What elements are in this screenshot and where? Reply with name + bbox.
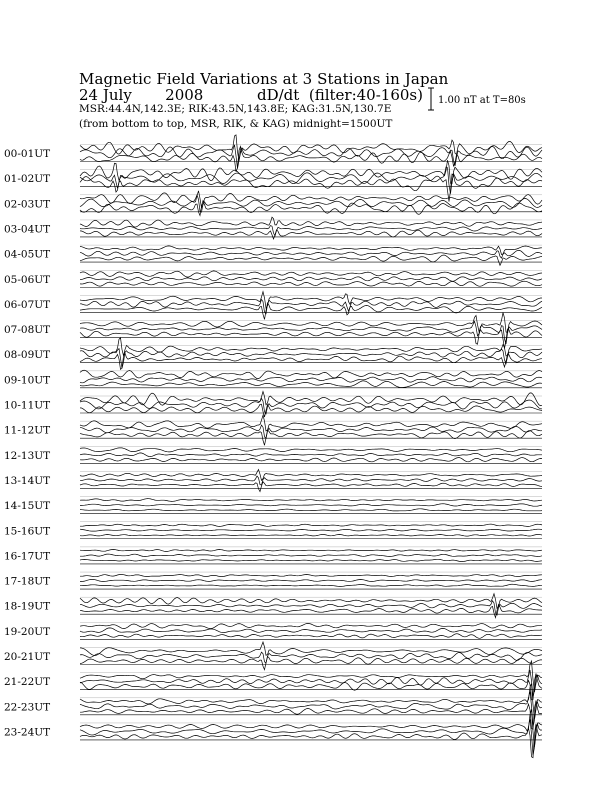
row-label: 17-18UT <box>4 575 51 588</box>
waveform-trace-msr <box>80 499 542 502</box>
row-label: 20-21UT <box>4 651 51 663</box>
waveform-trace-msr <box>80 271 542 277</box>
waveform-trace-rik <box>80 652 542 663</box>
waveform-trace-kag <box>80 634 542 639</box>
row-label: 08-09UT <box>4 349 51 362</box>
waveform-trace-msr <box>80 415 542 431</box>
waveform-trace-rik <box>80 453 542 457</box>
waveform-trace-rik <box>80 277 542 281</box>
waveform-trace-kag <box>80 534 542 536</box>
row-label: 03-04UT <box>4 223 51 236</box>
row-label: 07-08UT <box>4 324 51 337</box>
waveform-trace-msr <box>80 642 542 656</box>
waveform-trace-kag <box>80 146 542 171</box>
waveform-trace-rik <box>80 529 542 531</box>
waveform-trace-kag <box>80 509 542 511</box>
waveform-trace-rik <box>80 579 542 581</box>
row-label: 02-03UT <box>4 198 51 211</box>
waveform-trace-msr <box>80 246 542 255</box>
row-label: 11-12UT <box>4 424 51 437</box>
waveform-trace-msr <box>80 135 542 161</box>
scale-label: 1.00 nT at T=80s <box>438 95 526 106</box>
waveform-trace-msr <box>80 594 542 609</box>
waveform-trace-msr <box>80 574 542 576</box>
row-label: 06-07UT <box>4 298 51 311</box>
waveform-trace-msr <box>80 623 542 628</box>
waveform-trace-kag <box>80 404 542 417</box>
row-label: 13-14UT <box>4 474 51 487</box>
waveform-trace-rik <box>80 504 542 507</box>
waveform-trace-msr <box>80 370 542 378</box>
waveform-trace-kag <box>80 559 542 561</box>
row-label: 00-01UT <box>4 148 51 160</box>
quantity-label: dD/dt <box>257 86 300 104</box>
filter-label: (filter:40-160s) <box>308 86 423 104</box>
row-label: 23-24UT <box>4 726 51 739</box>
waveform-trace-rik <box>80 692 542 727</box>
row-label: 16-17UT <box>4 550 51 563</box>
station-order-note: (from bottom to top, MSR, RIK, & KAG) <box>79 118 290 130</box>
waveform-trace-kag <box>80 255 542 265</box>
row-label: 21-22UT <box>4 676 51 689</box>
waveform-trace-kag <box>80 482 542 492</box>
waveform-trace-rik <box>80 250 542 258</box>
waveform-trace-kag <box>80 724 542 758</box>
midnight-note: midnight=1500UT <box>293 118 393 130</box>
waveform-trace-rik <box>80 628 542 633</box>
row-label: 09-10UT <box>4 374 51 387</box>
row-label: 18-19UT <box>4 600 51 613</box>
stations-info: MSR:44.4N,142.3E; RIK:43.5N,143.8E; KAG:31.5N,130.7E <box>79 103 392 115</box>
waveform-trace-kag <box>80 381 542 388</box>
waveform-trace-kag <box>80 656 542 669</box>
waveform-trace-rik <box>80 670 542 697</box>
date-label: 24 July 2008 <box>79 86 204 104</box>
waveform-trace-msr <box>80 217 542 227</box>
waveform-trace-rik <box>80 226 542 236</box>
waveform-trace-kag <box>80 201 542 216</box>
waveform-trace-kag <box>80 281 542 286</box>
waveform-trace-msr <box>80 524 542 526</box>
waveform-trace-kag <box>80 458 542 462</box>
row-label: 01-02UT <box>4 173 51 186</box>
row-label: 10-11UT <box>4 399 51 412</box>
waveform-trace-rik <box>80 349 542 369</box>
row-label: 05-06UT <box>4 273 51 286</box>
row-label: 04-05UT <box>4 248 51 261</box>
waveform-trace-msr <box>80 448 542 452</box>
row-label: 15-16UT <box>4 525 51 538</box>
waveform-trace-kag <box>80 230 542 239</box>
waveform-trace-rik <box>80 554 542 556</box>
waveform-trace-msr <box>80 392 542 406</box>
waveform-trace-kag <box>80 673 542 699</box>
waveform-trace-rik <box>80 299 542 313</box>
waveform-trace-kag <box>80 430 542 445</box>
row-label: 22-23UT <box>4 701 51 714</box>
waveform-trace-kag <box>80 584 542 586</box>
waveform-trace-rik <box>80 167 542 194</box>
row-label: 19-20UT <box>4 625 51 638</box>
waveform-trace-rik <box>80 377 542 383</box>
waveform-trace-rik <box>80 476 542 485</box>
row-label: 12-13UT <box>4 449 51 462</box>
chart-title: Magnetic Field Variations at 3 Stations in Japan <box>79 70 449 88</box>
row-label: 14-15UT <box>4 500 51 513</box>
waveform-trace-msr <box>80 549 542 551</box>
